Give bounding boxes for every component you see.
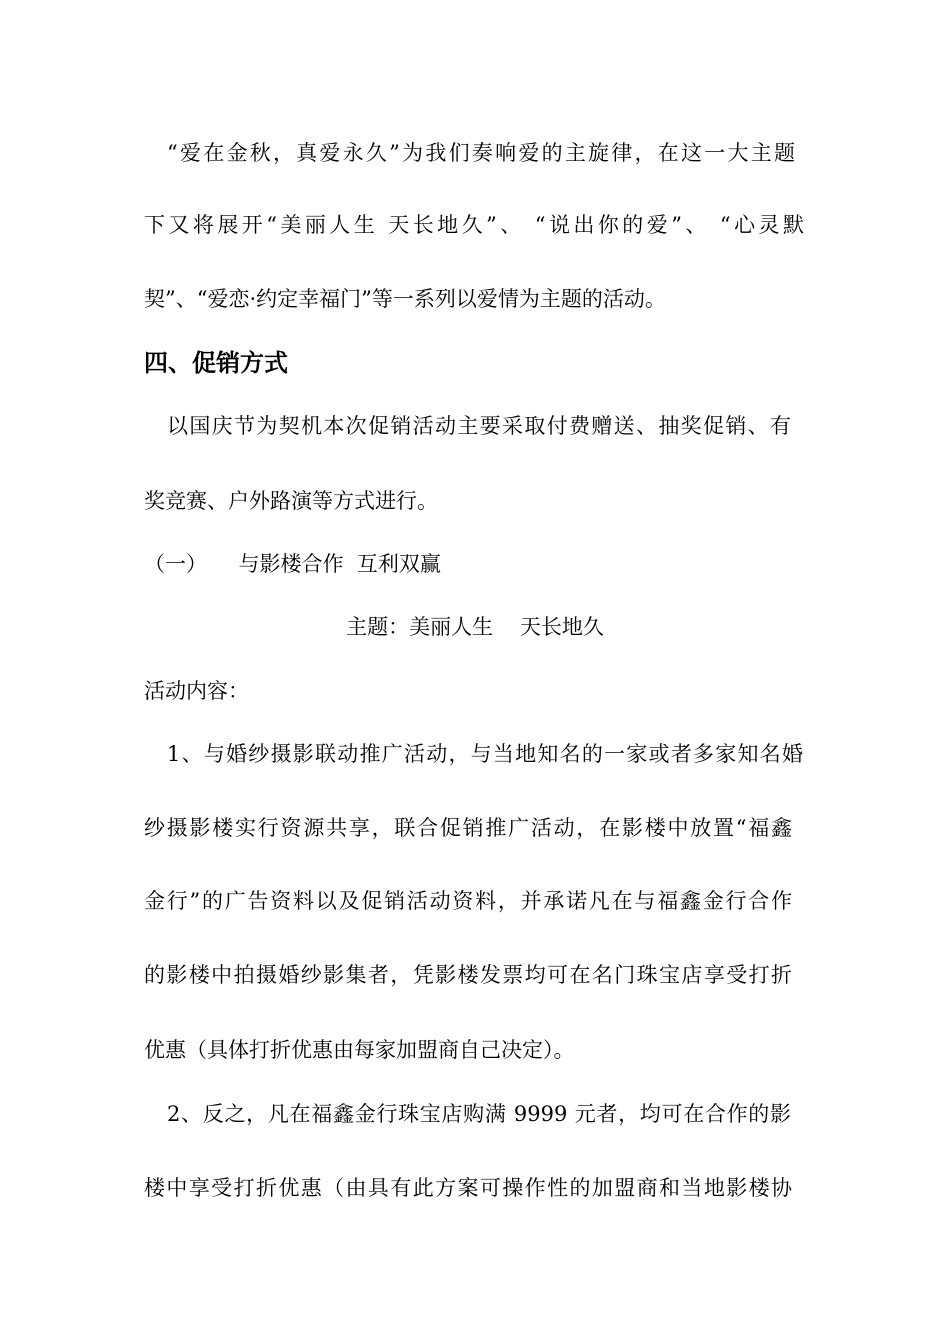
section-paragraph-line-2: 奖竞赛、户外路演等方式进行。: [144, 489, 438, 513]
intro-line-1: “爱在金秋，真爱永久”为我们奏响爱的主旋律，在这一大主题: [167, 141, 795, 165]
item1-line-2: 纱摄影楼实行资源共享，联合促销推广活动，在影楼中放置“福鑫: [144, 816, 792, 840]
intro-line-3: 契”、“爱恋·约定幸福门”等一系列以爱情为主题的活动。: [144, 287, 666, 311]
activity-content-label: 活动内容：: [144, 679, 249, 703]
item1-line-5: 优惠（具体打折优惠由每家加盟商自己决定）。: [144, 1038, 575, 1062]
item1-line-4: 的影楼中拍摄婚纱影集者，凭影楼发票均可在名门珠宝店享受打折: [144, 963, 792, 987]
item2-line-1: 2、反之，凡在福鑫金行珠宝店购满 9999 元者，均可在合作的影: [167, 1102, 791, 1126]
section-heading: 四、促销方式: [144, 349, 288, 377]
subsection-title: （一） 与影楼合作 互利双赢: [144, 552, 441, 576]
intro-line-2: 下又将展开“美丽人生 天长地久”、 “说出你的爱”、 “心灵默: [144, 213, 804, 237]
item1-line-3: 金行”的广告资料以及促销活动资料，并承诺凡在与福鑫金行合作: [144, 889, 792, 913]
section-paragraph-line-1: 以国庆节为契机本次促销活动主要采取付费赠送、抽奖促销、有: [167, 414, 791, 438]
subsection-theme: 主题：美丽人生 天长地久: [346, 615, 604, 639]
item2-line-2: 楼中享受打折优惠（由具有此方案可操作性的加盟商和当地影楼协: [144, 1176, 792, 1200]
item1-line-1: 1、与婚纱摄影联动推广活动，与当地知名的一家或者多家知名婚: [167, 742, 803, 766]
